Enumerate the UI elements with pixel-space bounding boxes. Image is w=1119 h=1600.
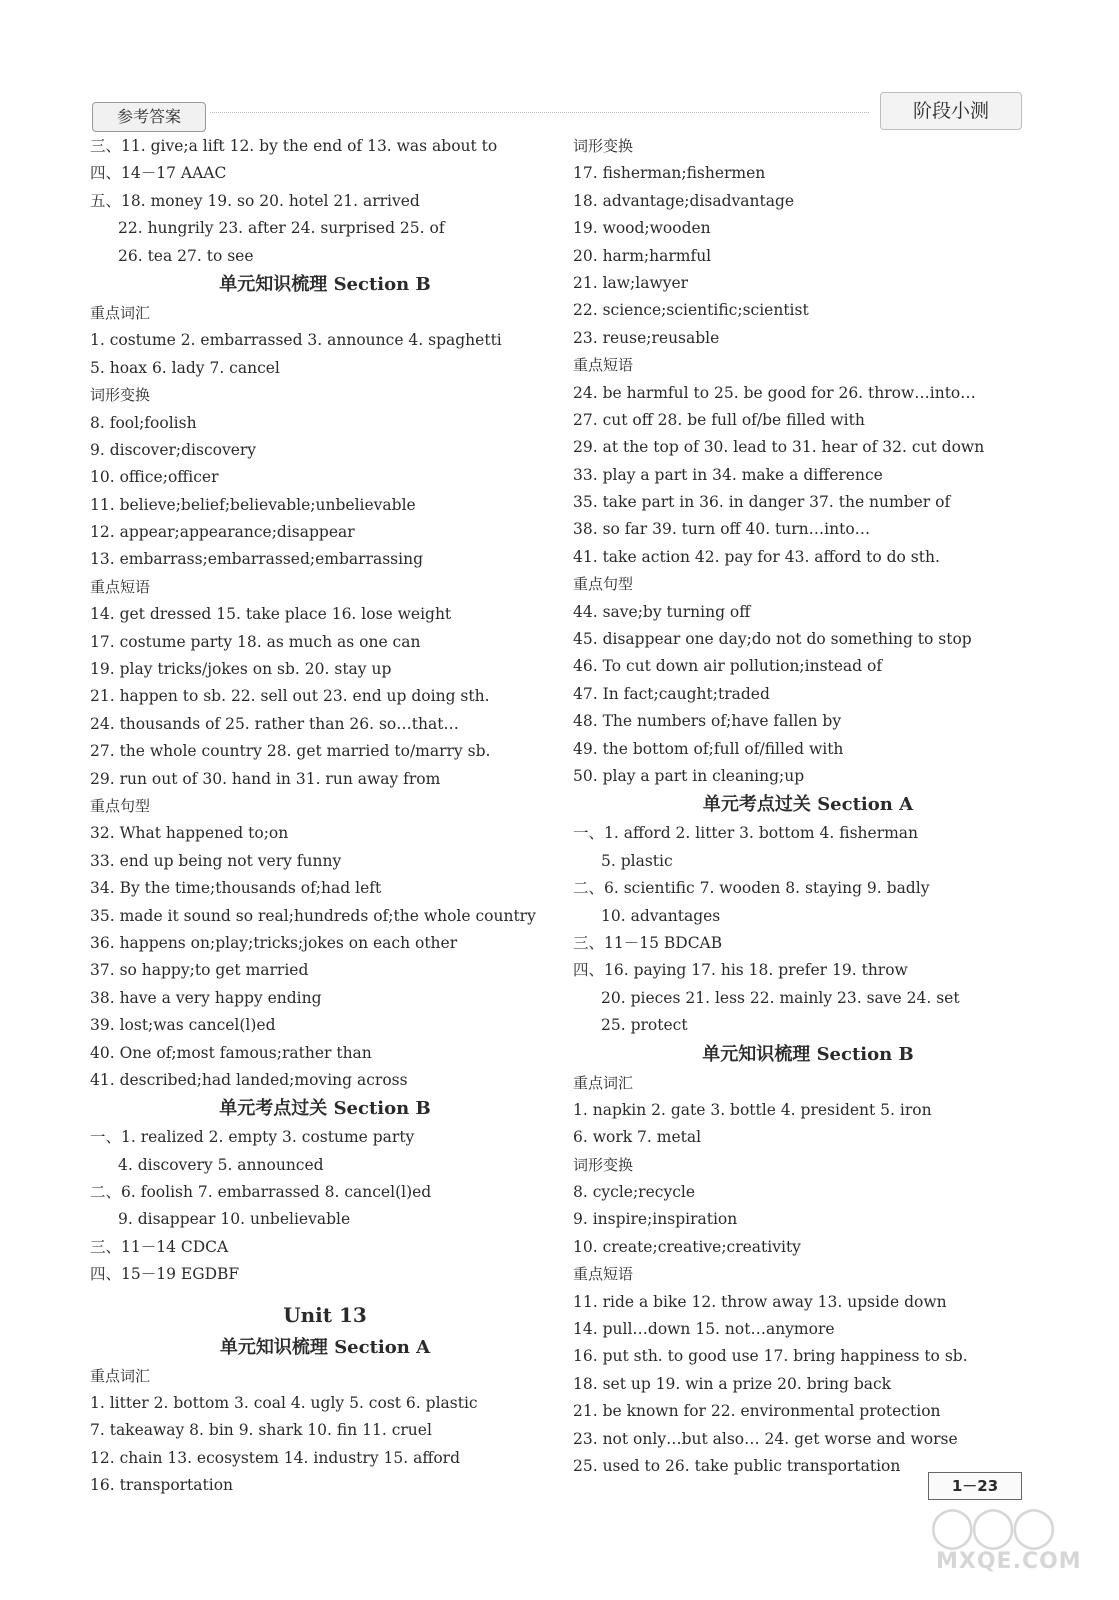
watermark-circles-icon: ◯◯◯ xyxy=(930,1504,1053,1550)
answer-line: 21. be known for 22. environmental protection xyxy=(573,1402,941,1421)
answer-line: 27. cut off 28. be full of/be filled with xyxy=(573,410,865,429)
answer-line: 6. work 7. metal xyxy=(573,1128,702,1147)
answer-line: 9. disappear 10. unbelievable xyxy=(118,1210,351,1229)
category-heading: 重点词汇 xyxy=(90,1366,151,1385)
answer-line: 50. play a part in cleaning;up xyxy=(573,766,805,785)
section-heading: 单元知识梳理 Section B xyxy=(702,1043,914,1065)
answer-line: 25. used to 26. take public transportation xyxy=(573,1456,901,1475)
answer-line: 8. cycle;recycle xyxy=(573,1183,696,1202)
answer-line: 26. tea 27. to see xyxy=(118,246,254,265)
answer-line: 49. the bottom of;full of/filled with xyxy=(573,739,844,758)
watermark-text: MXQE.COM xyxy=(936,1549,1082,1574)
answer-line: 18. set up 19. win a prize 20. bring back xyxy=(573,1374,892,1393)
category-heading: 重点短语 xyxy=(573,356,634,375)
answer-line: 17. costume party 18. as much as one can xyxy=(90,632,421,651)
section-heading: 单元考点过关 Section B xyxy=(219,1098,431,1120)
category-heading: 重点词汇 xyxy=(90,303,151,322)
answer-line: 22. hungrily 23. after 24. surprised 25. of xyxy=(118,219,445,238)
watermark-logo xyxy=(930,1505,1110,1595)
answer-line: 10. office;officer xyxy=(90,468,219,487)
answer-line: 21. law;lawyer xyxy=(573,273,689,292)
answer-line: 22. science;scientific;scientist xyxy=(573,301,809,320)
answer-line: 47. In fact;caught;traded xyxy=(573,684,770,703)
answer-line: 14. get dressed 15. take place 16. lose weight xyxy=(90,605,452,624)
answer-line: 36. happens on;play;tricks;jokes on each other xyxy=(90,933,458,952)
page-number: 1－23 xyxy=(928,1472,1022,1500)
answer-line: 五、18. money 19. so 20. hotel 21. arrived xyxy=(90,191,420,210)
answer-line: 二、6. foolish 7. embarrassed 8. cancel(l)ed xyxy=(90,1183,432,1202)
answer-line: 5. plastic xyxy=(601,851,673,870)
answer-line: 四、14－17 AAAC xyxy=(90,164,227,183)
answer-line: 20. harm;harmful xyxy=(573,246,712,265)
left-column xyxy=(90,133,560,1500)
answer-line: 32. What happened to;on xyxy=(90,824,289,843)
answer-line: 48. The numbers of;have fallen by xyxy=(573,712,842,731)
answer-line: 4. discovery 5. announced xyxy=(118,1155,324,1174)
category-heading: 重点短语 xyxy=(90,577,151,596)
answer-line: 18. advantage;disadvantage xyxy=(573,191,795,210)
answer-line: 13. embarrass;embarrassed;embarrassing xyxy=(90,550,423,569)
answer-line: 12. appear;appearance;disappear xyxy=(90,523,355,542)
answer-line: 21. happen to sb. 22. sell out 23. end up doing sth. xyxy=(90,687,490,706)
answer-line: 三、11. give;a lift 12. by the end of 13. was about to xyxy=(90,137,498,155)
category-heading: 词形变换 xyxy=(573,137,634,155)
stage-quiz-tab: 阶段小测 xyxy=(880,92,1022,130)
answer-line: 23. not only…but also… 24. get worse and worse xyxy=(573,1429,958,1448)
answer-line: 38. have a very happy ending xyxy=(90,988,322,1007)
answer-line: 11. ride a bike 12. throw away 13. upside down xyxy=(573,1292,947,1311)
answer-line: 16. put sth. to good use 17. bring happiness to sb. xyxy=(573,1347,968,1366)
answer-line: 9. discover;discovery xyxy=(90,440,257,459)
answer-line: 41. described;had landed;moving across xyxy=(90,1070,408,1089)
answer-key-tab: 参考答案 xyxy=(92,102,206,132)
answer-line: 10. create;creative;creativity xyxy=(573,1237,801,1256)
answer-line: 四、16. paying 17. his 18. prefer 19. throw xyxy=(573,961,908,980)
answer-line: 46. To cut down air pollution;instead of xyxy=(573,657,883,676)
answer-line: 39. lost;was cancel(l)ed xyxy=(90,1016,276,1035)
answer-line: 20. pieces 21. less 22. mainly 23. save 24. set xyxy=(601,988,960,1007)
right-column xyxy=(573,133,1043,1480)
answer-line: 1. litter 2. bottom 3. coal 4. ugly 5. cost 6. plastic xyxy=(90,1394,478,1413)
answer-line: 16. transportation xyxy=(90,1476,234,1495)
answer-line: 33. play a part in 34. make a difference xyxy=(573,465,883,484)
answer-line: 27. the whole country 28. get married to/marry sb. xyxy=(90,742,491,761)
answer-line: 35. made it sound so real;hundreds of;the whole country xyxy=(90,906,536,925)
answer-line: 二、6. scientific 7. wooden 8. staying 9. badly xyxy=(573,879,930,898)
category-heading: 重点词汇 xyxy=(573,1073,634,1092)
answer-line: 44. save;by turning off xyxy=(573,602,751,621)
category-heading: 词形变换 xyxy=(573,1155,634,1174)
answer-line: 40. One of;most famous;rather than xyxy=(90,1043,372,1062)
answer-line: 23. reuse;reusable xyxy=(573,328,720,347)
unit-title: Unit 13 xyxy=(283,1302,367,1327)
answer-line: 29. at the top of 30. lead to 31. hear of 32. cut down xyxy=(573,438,985,457)
section-heading: 单元知识梳理 Section B xyxy=(219,273,431,295)
answer-line: 24. be harmful to 25. be good for 26. throw…into… xyxy=(573,383,976,402)
answer-line: 一、1. realized 2. empty 3. costume party xyxy=(90,1128,415,1147)
answer-line: 一、1. afford 2. litter 3. bottom 4. fisherman xyxy=(573,824,919,843)
answer-line: 10. advantages xyxy=(601,906,721,925)
answer-line: 37. so happy;to get married xyxy=(90,961,309,980)
answer-line: 7. takeaway 8. bin 9. shark 10. fin 11. cruel xyxy=(90,1421,432,1440)
category-heading: 重点句型 xyxy=(573,575,634,594)
answer-line: 三、11－15 BDCAB xyxy=(573,933,723,952)
answer-line: 三、11－14 CDCA xyxy=(90,1237,229,1256)
answer-line: 33. end up being not very funny xyxy=(90,851,342,870)
answer-line: 11. believe;belief;believable;unbelievable xyxy=(90,495,416,514)
section-heading: 单元考点过关 Section A xyxy=(702,794,914,816)
answer-line: 35. take part in 36. in danger 37. the number of xyxy=(573,493,951,512)
answer-line: 9. inspire;inspiration xyxy=(573,1210,738,1229)
answer-line: 19. play tricks/jokes on sb. 20. stay up xyxy=(90,660,392,679)
answer-line: 24. thousands of 25. rather than 26. so…that… xyxy=(90,714,459,733)
answer-line: 17. fisherman;fishermen xyxy=(573,164,766,183)
header-divider xyxy=(210,112,869,113)
answer-line: 四、15－19 EGDBF xyxy=(90,1265,240,1284)
answer-line: 25. protect xyxy=(601,1016,688,1035)
answer-line: 41. take action 42. pay for 43. afford to do sth. xyxy=(573,547,940,566)
answer-line: 5. hoax 6. lady 7. cancel xyxy=(90,358,280,377)
category-heading: 重点句型 xyxy=(90,796,151,815)
answer-line: 1. costume 2. embarrassed 3. announce 4. spaghetti xyxy=(90,331,502,350)
answer-line: 19. wood;wooden xyxy=(573,219,711,238)
answer-line: 38. so far 39. turn off 40. turn…into… xyxy=(573,520,871,539)
answer-line: 45. disappear one day;do not do something to stop xyxy=(573,630,972,649)
answer-line: 1. napkin 2. gate 3. bottle 4. president 5. iron xyxy=(573,1100,932,1119)
category-heading: 重点短语 xyxy=(573,1265,634,1284)
category-heading: 词形变换 xyxy=(90,386,151,405)
answer-line: 29. run out of 30. hand in 31. run away from xyxy=(90,769,441,788)
answer-line: 34. By the time;thousands of;had left xyxy=(90,879,382,898)
section-heading: 单元知识梳理 Section A xyxy=(219,1336,431,1358)
answer-line: 14. pull…down 15. not…anymore xyxy=(573,1320,835,1339)
answer-line: 8. fool;foolish xyxy=(90,413,197,432)
answer-line: 12. chain 13. ecosystem 14. industry 15. afford xyxy=(90,1448,460,1467)
